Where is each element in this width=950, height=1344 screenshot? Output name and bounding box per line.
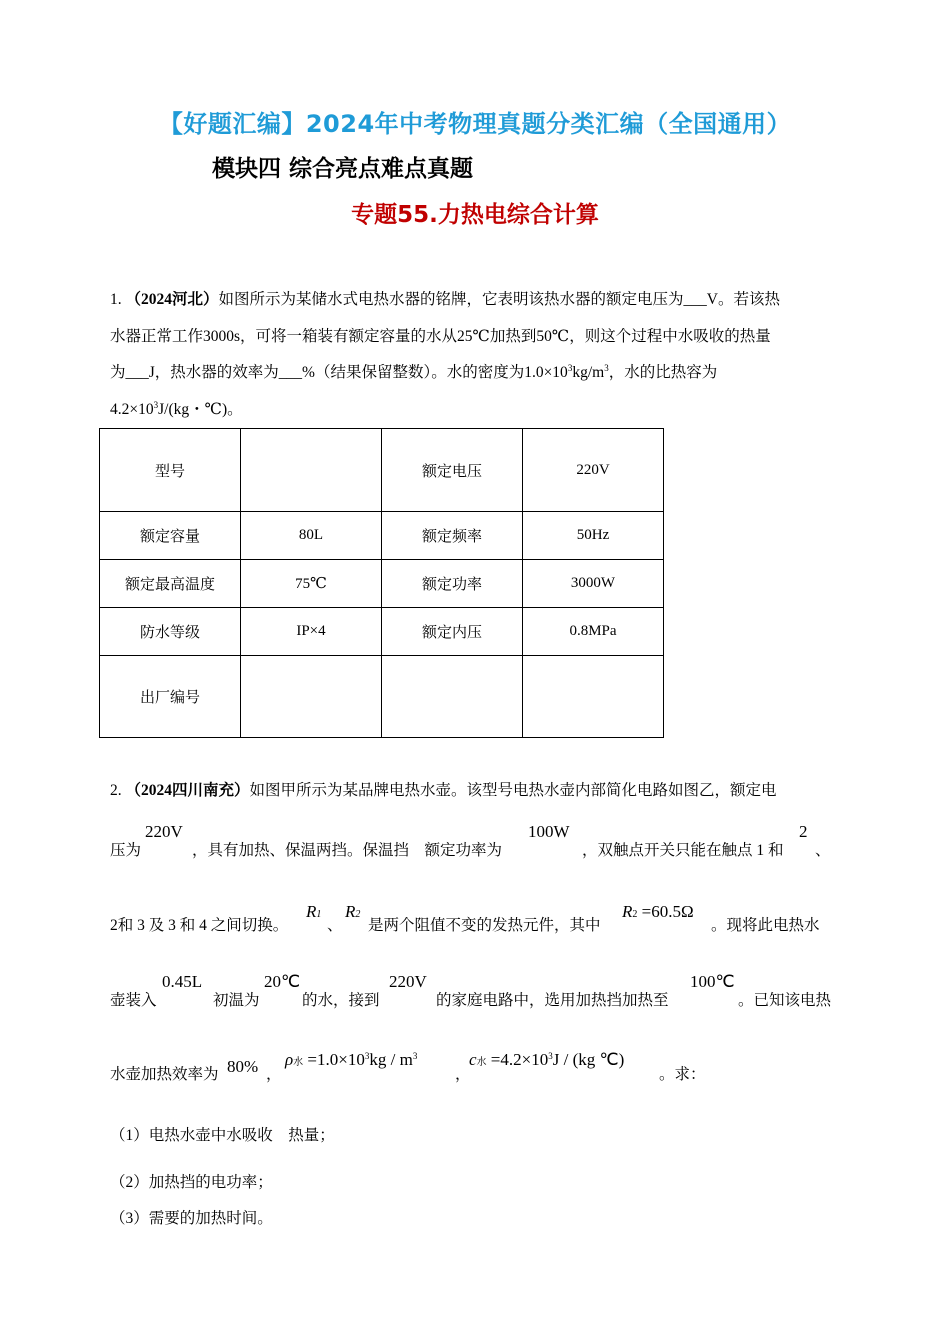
table-row: 额定容量 80L 额定频率 50Hz [100, 512, 664, 560]
q2-sub-1: （1）电热水壶中水吸收 热量； [110, 1127, 335, 1144]
q1-line-2: 水器正常工作3000s，可将一箱装有额定容量的水从25℃加热到50℃，则这个过程中水吸收的热量 [110, 328, 771, 345]
table-row: 出厂编号 [100, 656, 664, 738]
q1-number: 1. [110, 291, 126, 308]
q2-line-5: 水壶加热效率为 [110, 1066, 219, 1083]
q2-line-3: 2和 3 及 3 和 4 之间切换。 [110, 917, 289, 934]
q2-number: 2. [110, 782, 126, 799]
module-heading: 模块四 综合亮点难点真题 [212, 156, 474, 182]
q2-source: （2024四川南充） [125, 782, 250, 799]
q2-line-2: 压为 [110, 842, 142, 859]
q2-line-1: 2. （2024四川南充）如图甲所示为某品牌电热水壶。该型号电热水壶内部简化电路如图乙，额定电 [110, 782, 777, 799]
table-row: 型号 额定电压 220V [100, 429, 664, 512]
q1-line-3: 为___J，热水器的效率为___%（结果保留整数）。水的密度为$1.0\times 10^3kg/m^3$，水的比热容为 [110, 363, 718, 381]
topic-heading: 专题55.力热电综合计算 [351, 202, 599, 228]
q1-line-1: 1. （2024河北）如图所示为某储水式电热水器的铭牌，它表明该热水器的额定电压为___V。若该热 [110, 291, 780, 308]
table-row: 防水等级 IP×4 额定内压 0.8MPa [100, 608, 664, 656]
q2-sub-3: （3）需要的加热时间。 [110, 1210, 273, 1227]
q1-source: （2024河北） [125, 291, 219, 308]
q2-sub-2: （2）加热挡的电功率； [110, 1174, 273, 1191]
table-row: 额定最高温度 75℃ 额定功率 3000W [100, 560, 664, 608]
document-title: 【好题汇编】2024年中考物理真题分类汇编（全国通用） [158, 110, 792, 138]
nameplate-table [99, 428, 664, 738]
q1-line-4: $4.2\times 10^3J/(kg$・℃)。 [110, 400, 243, 418]
q2-line-4: 壶装入 [110, 992, 157, 1009]
